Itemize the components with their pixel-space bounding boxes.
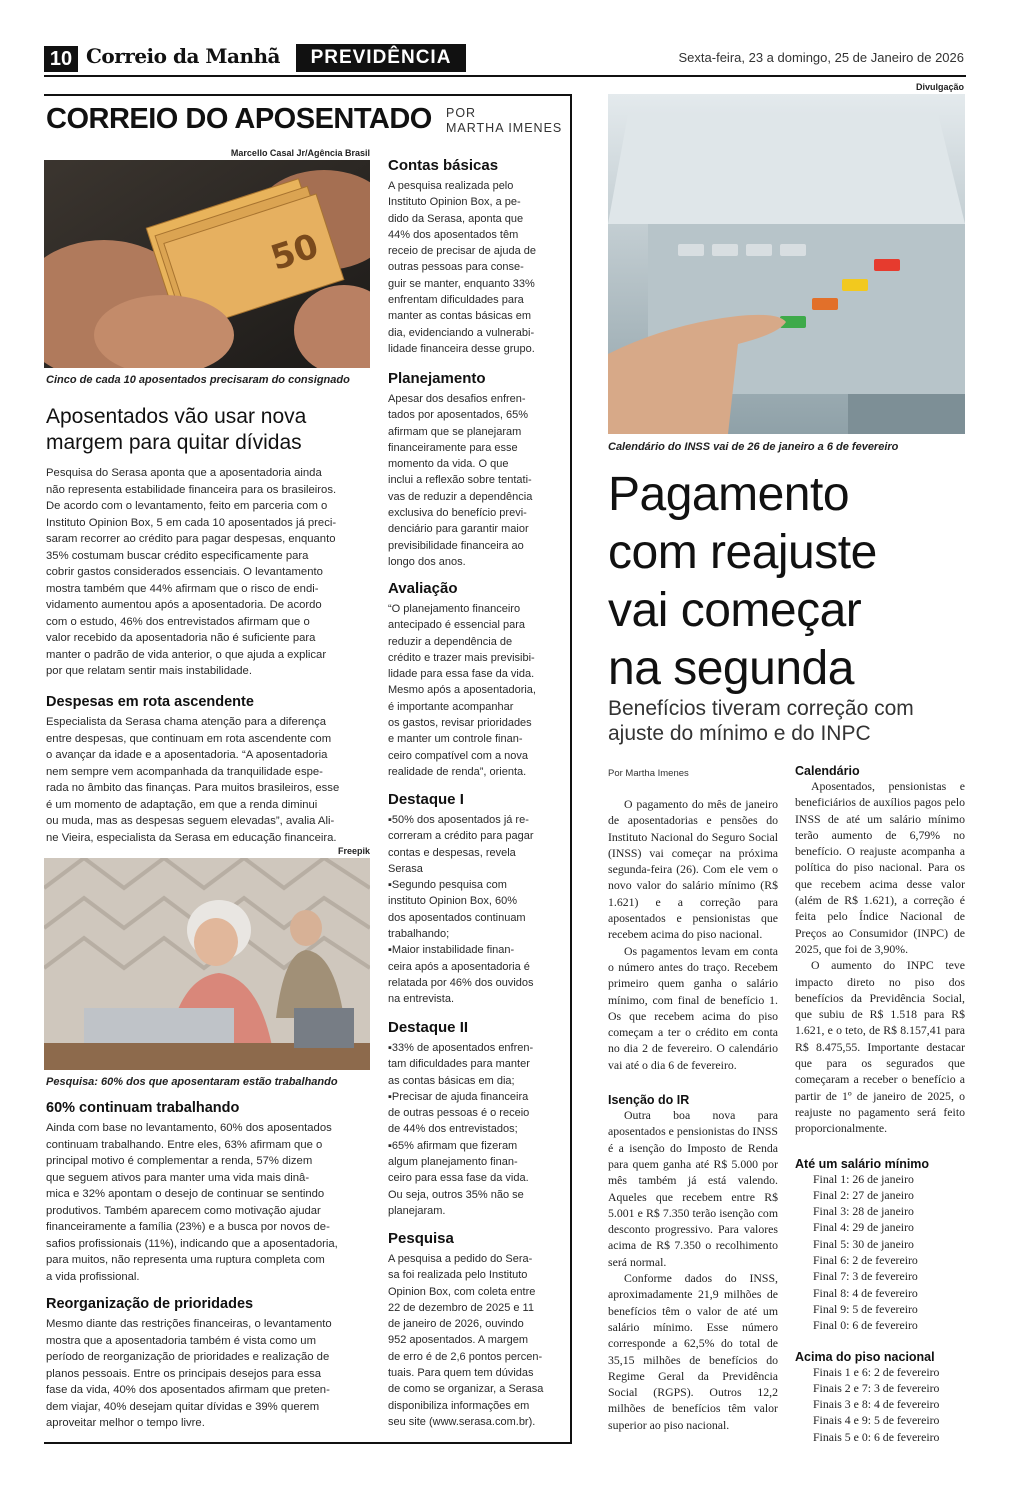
schedule-list-minimo bbox=[795, 1171, 965, 1334]
text-line: período de reorganização de prioridades e realização de bbox=[46, 1351, 330, 1363]
left-p2 bbox=[46, 714, 372, 846]
headline-line: Pagamento bbox=[608, 468, 850, 521]
text-line: sa foi realizada pelo Instituto bbox=[388, 1269, 528, 1282]
sidebar-body-avaliacao bbox=[388, 601, 564, 780]
text-line: disponibiliza informações em bbox=[388, 1399, 530, 1412]
section-label: PREVIDÊNCIA bbox=[296, 44, 466, 72]
text-line: ceira após a aposentadoria é bbox=[388, 960, 530, 973]
text-line: dido da Serasa, aponta que bbox=[388, 212, 524, 225]
text-line: Ainda com base no levantamento, 60% dos aposentados bbox=[46, 1122, 332, 1134]
text-line: De acordo com o levantamento, feito em parceria com o bbox=[46, 500, 328, 512]
atm-illustration bbox=[608, 94, 965, 434]
text-line: A pesquisa realizada pelo bbox=[388, 180, 514, 192]
sidebar-title-planejamento: Planejamento bbox=[388, 370, 486, 387]
headline-line: na segunda bbox=[608, 642, 854, 695]
article-paragraph: Aposentados, pensionistas e beneficiários de auxílios pagos pelo INSS de até um salário mínimo terão aumento de 6,79% no benefício. O reajuste acompanha a política do piso nacional. Para os que recebem acima desse valor (além de R$ 1.621), a correção é feita pelo Índice Nacional de Preços ao Consumidor (INPC) de 2025, que foi de 3,90%. bbox=[795, 779, 965, 956]
text-line: ▪Maior instabilidade finan- bbox=[388, 944, 515, 957]
text-line: tados por aposentados, 65% bbox=[388, 409, 529, 422]
text-line: ou muda, mas as despesas seguem elevadas”, avalia Ali- bbox=[46, 815, 335, 827]
main-subtitle bbox=[608, 696, 914, 746]
text-line: é um momento de adaptação, em que a renda diminui bbox=[46, 798, 318, 811]
text-line: principal motivo é complementar a renda, 57% dizem bbox=[46, 1155, 313, 1167]
photo1-credit: Marcello Casal Jr/Agência Brasil bbox=[230, 148, 370, 158]
text-line: de erro é de 2,6 pontos percen- bbox=[388, 1350, 543, 1363]
sidebar-title-destaque1: Destaque I bbox=[388, 791, 464, 808]
list-item: Final 5: 30 de janeiro bbox=[813, 1236, 914, 1251]
list-item: Final 8: 4 de fevereiro bbox=[813, 1285, 918, 1300]
subhead-calendario: Calendário bbox=[795, 764, 860, 778]
text-line: “O planejamento financeiro bbox=[388, 603, 521, 615]
left-sub2: 60% continuam trabalhando bbox=[46, 1100, 240, 1116]
text-line: por que relatam sentir mais instabilidade. bbox=[46, 665, 252, 677]
text-line: ceiro para essa fase da vida. bbox=[388, 1172, 529, 1185]
text-line: mostra que a aposentadoria também é vista como um bbox=[46, 1334, 317, 1347]
text-line: que seguem ativos para manter uma vida mais dinâ- bbox=[46, 1171, 310, 1184]
text-line: 35% costumam buscar crédito especificamente para bbox=[46, 549, 309, 562]
text-line: dem viajar, 40% desejam quitar dívidas e 39% querem bbox=[46, 1400, 320, 1413]
headline-line: com reajuste bbox=[608, 526, 877, 579]
subhead-list2: Acima do piso nacional bbox=[795, 1349, 935, 1364]
text-line: reduzir a dependência de bbox=[388, 635, 513, 648]
text-line: o avançar da idade e a aposentadoria. “A aposentadoria bbox=[46, 749, 328, 761]
title-line: Aposentados vão usar nova bbox=[46, 405, 307, 428]
text-line: afirmam que se planejaram bbox=[388, 425, 522, 438]
text-line: lidade para essa fase da vida. bbox=[388, 668, 535, 681]
text-line: 952 aposentados. A margem bbox=[388, 1334, 529, 1347]
sidebar-body-contas bbox=[388, 178, 564, 357]
list-item: Finais 1 e 6: 2 de fevereiro bbox=[813, 1364, 940, 1379]
text-line: realidade de renda”, orienta. bbox=[388, 765, 527, 778]
article-paragraph: O aumento do INPC teve impacto direto no piso dos benefícios da Previdência Social, que subiu de R$ 1.518 para R$ 1.621, e o teto, de R$ 8.157,41 para R$ 8.475,55. Importante destacar que para os segurados que começaram a receber o benefício a partir de 1º de janeiro de 2025, o reajuste no pagamento será feito proporcionalmente. bbox=[795, 958, 965, 1136]
sidebar-body-destaque2 bbox=[388, 1040, 564, 1219]
text-line: correram a crédito para pagar bbox=[388, 830, 534, 843]
photo1-caption: Cinco de cada 10 aposentados precisaram do consignado bbox=[46, 374, 350, 386]
text-line: guir se manter, enquanto 33% bbox=[388, 277, 535, 290]
text-line: mica e 32% apontam o desejo de continuar se sentindo bbox=[46, 1188, 325, 1200]
text-line: rada no âmbito das finanças. Para muitos brasileiros, esse bbox=[46, 782, 340, 794]
retirees-illustration bbox=[44, 858, 370, 1070]
text-line: para muitos, não representa uma ruptura completa com bbox=[46, 1254, 325, 1266]
text-line: inclui a reflexão sobre tentati- bbox=[388, 474, 532, 487]
page-number: 10 bbox=[44, 46, 78, 72]
text-line: 22 de dezembro de 2025 e 11 bbox=[388, 1301, 534, 1314]
list-item: Final 6: 2 de fevereiro bbox=[813, 1253, 918, 1268]
text-line: receio de precisar de ajuda de bbox=[388, 245, 536, 258]
text-line: safios profissionais (11%), indicando que a aposentadoria, bbox=[46, 1237, 338, 1250]
block-bottom-rule bbox=[44, 1442, 571, 1444]
main-headline bbox=[608, 466, 877, 698]
text-line: seu site (www.serasa.com.br). bbox=[388, 1415, 536, 1428]
text-line: é importante acompanhar bbox=[388, 700, 514, 713]
text-line: ▪Segundo pesquisa com bbox=[388, 879, 507, 892]
text-line: Instituto Opinion Box, 5 em cada 10 aposentados já preci- bbox=[46, 516, 337, 529]
text-line: mostra também que 44% afirmam que o risco de endi- bbox=[46, 582, 319, 595]
text-line: com o estudo, 46% dos entrevistados afirmam que o bbox=[46, 615, 310, 628]
article-column-2 bbox=[795, 764, 965, 1445]
sidebar-title-pesquisa: Pesquisa bbox=[388, 1230, 454, 1247]
list-item: Final 2: 27 de janeiro bbox=[813, 1187, 914, 1202]
text-line: valor recebido da aposentadoria não é suficiente para bbox=[46, 632, 316, 644]
text-line: na entrevista. bbox=[388, 993, 455, 1006]
text-line: antecipado é essencial para bbox=[388, 619, 525, 632]
text-line: Instituto Opinion Box, a pe- bbox=[388, 196, 521, 209]
text-line: Opinion Box, com coleta entre bbox=[388, 1285, 536, 1298]
text-line: vidamento aumentou após a aposentadoria. De acordo bbox=[46, 599, 322, 611]
article-paragraph: Outra boa nova para aposentados e pensionistas do INSS é a isenção do Imposto de Renda para quem ganha até R$ 5.000 por mês também já está valendo. Aqueles que recebem entre R$ 5.001 e R$ 7.350 terão isenção com desconto progressivo. Para valores acima de R$ 7.350 o recolhimento será normal. bbox=[608, 1108, 778, 1269]
text-line: manter as contas básicas em bbox=[388, 310, 532, 323]
text-line: planos pessoais. Entre os principais desejos para essa bbox=[46, 1367, 322, 1380]
list-item: Finais 5 e 0: 6 de fevereiro bbox=[813, 1429, 940, 1444]
text-line: aproveitar melhor o tempo livre. bbox=[46, 1417, 205, 1429]
text-line: de 44% dos entrevistados; bbox=[388, 1123, 518, 1136]
list-item: Final 3: 28 de janeiro bbox=[813, 1204, 914, 1219]
text-line: contas e despesas, revela bbox=[388, 846, 516, 859]
text-line: de como se organizar, a Serasa bbox=[388, 1383, 544, 1396]
sidebar-body-planejamento bbox=[388, 391, 564, 570]
column-title: CORREIO DO APOSENTADO bbox=[46, 103, 432, 135]
byline-author: MARTHA IMENES bbox=[446, 121, 563, 135]
text-line: fase da vida, 40% dos aposentados afirmam que preten- bbox=[46, 1384, 330, 1396]
text-line: tam dificuldades para manter bbox=[388, 1058, 530, 1071]
text-line: a vida profissional. bbox=[46, 1270, 140, 1283]
text-line: de janeiro de 2026, ouvindo bbox=[388, 1318, 524, 1331]
text-line: exclusiva do benefício previ- bbox=[388, 507, 527, 520]
text-line: dos aposentados continuam bbox=[388, 911, 526, 924]
text-line: ne Vieira, especialista da Serasa em educação financeira. bbox=[46, 831, 337, 844]
text-line: ▪65% afirmam que fizeram bbox=[388, 1139, 518, 1152]
text-line: planejaram. bbox=[388, 1204, 446, 1217]
text-line: crédito e trazer mais previsibi- bbox=[388, 651, 535, 664]
block-right-rule bbox=[570, 94, 572, 1444]
text-line: longo dos anos. bbox=[388, 555, 466, 568]
text-line: entre despesas, que continuam em rota ascendente com bbox=[46, 732, 332, 745]
text-line: de outras pessoas é o receio bbox=[388, 1107, 530, 1120]
svg-text:50: 50 bbox=[266, 226, 324, 279]
article-paragraph: O pagamento do mês de janeiro de aposentadorias e pensões do Instituto Nacional do Seguro Social (INSS) vai começar na próxima segunda-feira (26). Com ele vem o novo valor do salário mínimo (R$ 1.621) e a correção para aposentados e pensionistas que recebem acima do piso nacional. bbox=[608, 797, 778, 942]
list-item: Finais 2 e 7: 3 de fevereiro bbox=[813, 1380, 940, 1395]
text-line: lidade financeira desse grupo. bbox=[388, 342, 535, 355]
sidebar-title-destaque2: Destaque II bbox=[388, 1019, 469, 1036]
photo-atm bbox=[608, 94, 965, 434]
text-line: financeiramente para esse bbox=[388, 441, 518, 454]
block-top-rule bbox=[44, 94, 571, 96]
photo-money bbox=[44, 160, 370, 368]
left-p1 bbox=[46, 465, 372, 680]
subhead-list1: Até um salário mínimo bbox=[795, 1156, 930, 1171]
article-paragraph: Os pagamentos levam em conta o número antes do traço. Recebem primeiro quem ganha o salário mínimo, com final de benefício 1. Os que recebem acima do piso começam a ter o crédito em conta no dia 2 de fevereiro. O calendário vai até o dia 6 de fevereiro. bbox=[608, 943, 778, 1072]
text-line: cobrir gastos considerados essenciais. O levantamento bbox=[46, 566, 323, 578]
list-item: Finais 3 e 8: 4 de fevereiro bbox=[813, 1397, 940, 1412]
list-item: Final 4: 29 de janeiro bbox=[813, 1220, 914, 1235]
list-item: Final 1: 26 de janeiro bbox=[813, 1171, 914, 1186]
text-line: as contas básicas em dia; bbox=[388, 1074, 515, 1087]
text-line: Mesmo diante das restrições financeiras, o levantamento bbox=[46, 1318, 332, 1330]
text-line: relatada por 46% dos ouvidos bbox=[388, 976, 534, 989]
sidebar-title-avaliacao: Avaliação bbox=[388, 580, 458, 597]
text-line: ▪50% dos aposentados já re- bbox=[388, 814, 529, 826]
text-line: os gastos, revisar prioridades bbox=[388, 717, 532, 730]
text-line: manter o padrão de vida anterior, o que ajuda a explicar bbox=[46, 648, 327, 661]
list-item: Final 0: 6 de fevereiro bbox=[813, 1318, 918, 1333]
atm-photo-caption: Calendário do INSS vai de 26 de janeiro a 6 de fevereiro bbox=[608, 441, 899, 453]
text-line: previsibilidade financeira ao bbox=[388, 539, 524, 552]
schedule-list-acima bbox=[795, 1364, 965, 1445]
text-line: instituto Opinion Box, 60% bbox=[388, 895, 518, 908]
text-line: vas de reduzir a dependência bbox=[388, 490, 533, 503]
photo2-caption: Pesquisa: 60% dos que aposentaram estão trabalhando bbox=[46, 1076, 338, 1088]
column-byline bbox=[446, 106, 562, 136]
text-line: trabalhando; bbox=[388, 928, 450, 941]
text-line: 44% dos aposentados têm bbox=[388, 228, 519, 241]
atm-photo-credit: Divulgação bbox=[915, 82, 964, 92]
text-line: tuais. Para quem tem dúvidas bbox=[388, 1367, 534, 1380]
text-line: produtivos. Também aparecem como motivação ajudar bbox=[46, 1204, 321, 1217]
list-item: Final 7: 3 de fevereiro bbox=[813, 1269, 918, 1284]
sidebar-title-contas: Contas básicas bbox=[388, 157, 499, 174]
text-line: enfrentam dificuldades para bbox=[388, 294, 524, 307]
masthead: Correio da Manhã bbox=[86, 44, 281, 68]
text-line: ▪33% de aposentados enfren- bbox=[388, 1042, 534, 1054]
list-item: Finais 4 e 9: 5 de fevereiro bbox=[813, 1413, 940, 1428]
byline-por: POR bbox=[446, 106, 477, 120]
text-line: denciário para garantir maior bbox=[388, 523, 529, 536]
text-line: Especialista da Serasa chama atenção para a diferença bbox=[46, 716, 327, 728]
header-rule bbox=[44, 75, 966, 77]
left-sub1: Despesas em rota ascendente bbox=[46, 694, 254, 710]
left-sub3: Reorganização de prioridades bbox=[46, 1296, 254, 1312]
text-line: saram recorrer ao crédito para pagar despesas, enquanto bbox=[46, 533, 336, 545]
subtitle-line: Benefícios tiveram correção com bbox=[608, 697, 914, 720]
text-line: Mesmo após a aposentadoria, bbox=[388, 684, 536, 697]
left-p4 bbox=[46, 1316, 372, 1432]
sidebar-body-pesquisa bbox=[388, 1251, 564, 1430]
headline-line: vai começar bbox=[608, 584, 862, 637]
subtitle-line: ajuste do mínimo e do INPC bbox=[608, 722, 871, 745]
text-line: financeiramente a família (23%) e a busca por novos de- bbox=[46, 1221, 330, 1233]
text-line: não representa estabilidade financeira para os brasileiros. bbox=[46, 483, 337, 496]
text-line: Pesquisa do Serasa aponta que a aposentadoria ainda bbox=[46, 467, 322, 479]
text-line: A pesquisa a pedido do Sera- bbox=[388, 1253, 533, 1265]
article-column-1 bbox=[608, 796, 778, 1433]
subhead-isencao: Isenção do IR bbox=[608, 1093, 690, 1108]
article-author: Por Martha Imenes bbox=[608, 768, 689, 779]
text-line: Serasa bbox=[388, 862, 423, 875]
text-line: algum planejamento finan- bbox=[388, 1156, 518, 1169]
text-line: ceiro compatível com a nova bbox=[388, 749, 529, 762]
text-line: outras pessoas para conse- bbox=[388, 261, 524, 274]
text-line: e manter um controle finan- bbox=[388, 733, 523, 746]
left-p3 bbox=[46, 1120, 372, 1285]
text-line: continuam trabalhando. Entre eles, 63% afirmam que o bbox=[46, 1138, 323, 1151]
list-item: Final 9: 5 de fevereiro bbox=[813, 1301, 918, 1316]
photo2-credit: Freepik bbox=[337, 846, 370, 856]
text-line: Apesar dos desafios enfren- bbox=[388, 393, 526, 405]
text-line: nem sempre vem acompanhada da tranquilidade espe- bbox=[46, 765, 323, 778]
text-line: ▪Precisar de ajuda financeira bbox=[388, 1090, 529, 1103]
sidebar-body-destaque1 bbox=[388, 812, 564, 1008]
money-illustration bbox=[44, 160, 370, 368]
article-paragraph: Conforme dados do INSS, aproximadamente 21,9 milhões de benefícios têm o valor de até um salário mínimo. Esse número corresponde a 62,5% do total de 35,15 milhões de benefícios do Regime Geral da Previdência Social (RGPS). Outros 12,2 milhões de benefícios têm valor superior ao piso nacional. bbox=[608, 1271, 778, 1432]
text-line: momento da vida. O que bbox=[388, 458, 509, 471]
text-line: dia, evidenciando a vulnerabi- bbox=[388, 326, 535, 339]
left-article-title bbox=[46, 404, 376, 456]
dateline: Sexta-feira, 23 a domingo, 25 de Janeiro de 2026 bbox=[678, 50, 964, 65]
photo-retirees bbox=[44, 858, 370, 1070]
text-line: Ou seja, outros 35% não se bbox=[388, 1188, 524, 1201]
title-line: margem para quitar dívidas bbox=[46, 431, 302, 454]
